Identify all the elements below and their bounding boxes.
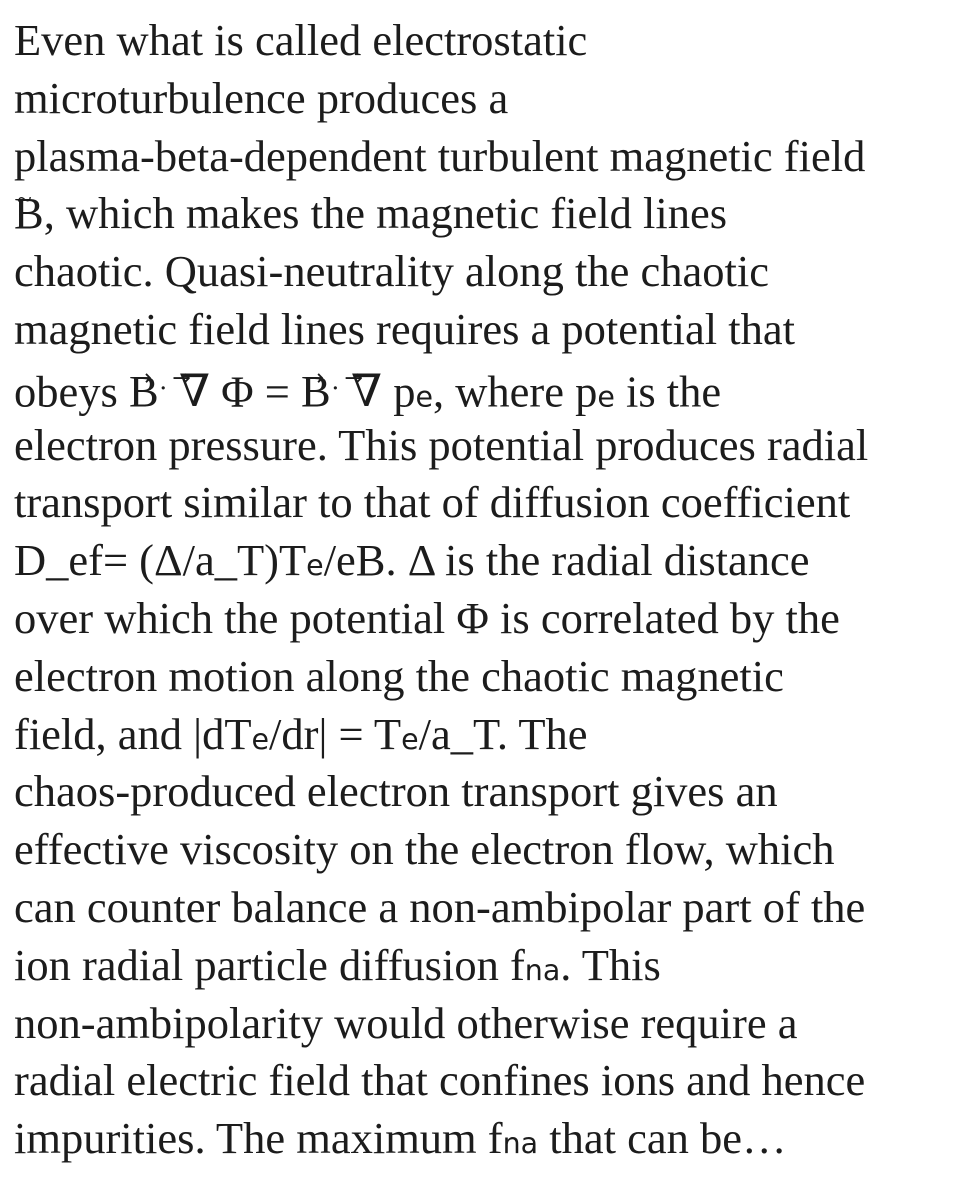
equation-line: obeys B →· ∇ → Φ = B →· ∇ → pe, where pe is the (14, 359, 954, 417)
nabla-symbol: ∇ → (168, 363, 210, 421)
text-line: effective viscosity on the electron flow, which (14, 824, 835, 875)
turbulent-field-symbol: B ~ (14, 185, 44, 243)
text-line: chaos-produced electron transport gives an (14, 766, 778, 817)
b-vector-symbol: B → (129, 363, 159, 421)
text-line: magnetic field lines requires a potential that (14, 303, 795, 354)
text-line: field, and |dTe/dr| = Te/a_T. The (14, 708, 588, 759)
text-line: microturbulence produces a (14, 72, 509, 123)
text-line: electron pressure. This potential produces radial (14, 419, 869, 470)
text-line: Even what is called electrostatic (14, 15, 588, 65)
text-line: transport similar to that of diffusion coefficient (14, 477, 851, 528)
text-line: radial electric field that confines ions and hence (14, 1055, 866, 1106)
text-line: can counter balance a non-ambipolar part of the (14, 881, 866, 932)
document-text (14, 12, 954, 1168)
text-line: over which the potential Φ is correlated by the (14, 592, 840, 643)
text-line: chaotic. Quasi-neutrality along the chaotic (14, 246, 769, 297)
text-line: ion radial particle diffusion fna. This (14, 939, 661, 990)
text-line: electron motion along the chaotic magnetic (14, 650, 784, 701)
b-vector-symbol: B → (301, 363, 331, 421)
text-line: non-ambipolarity would otherwise require a (14, 997, 798, 1048)
nabla-symbol: ∇ → (340, 363, 382, 421)
text-line: D_ef= (Δ/a_T)Te/eB. Δ is the radial distance (14, 535, 810, 586)
text-line: plasma-beta-dependent turbulent magnetic field (14, 130, 866, 181)
text-line: B ~, which makes the magnetic field lines (14, 185, 954, 243)
text-line: impurities. The maximum fna that can be… (14, 1113, 787, 1164)
